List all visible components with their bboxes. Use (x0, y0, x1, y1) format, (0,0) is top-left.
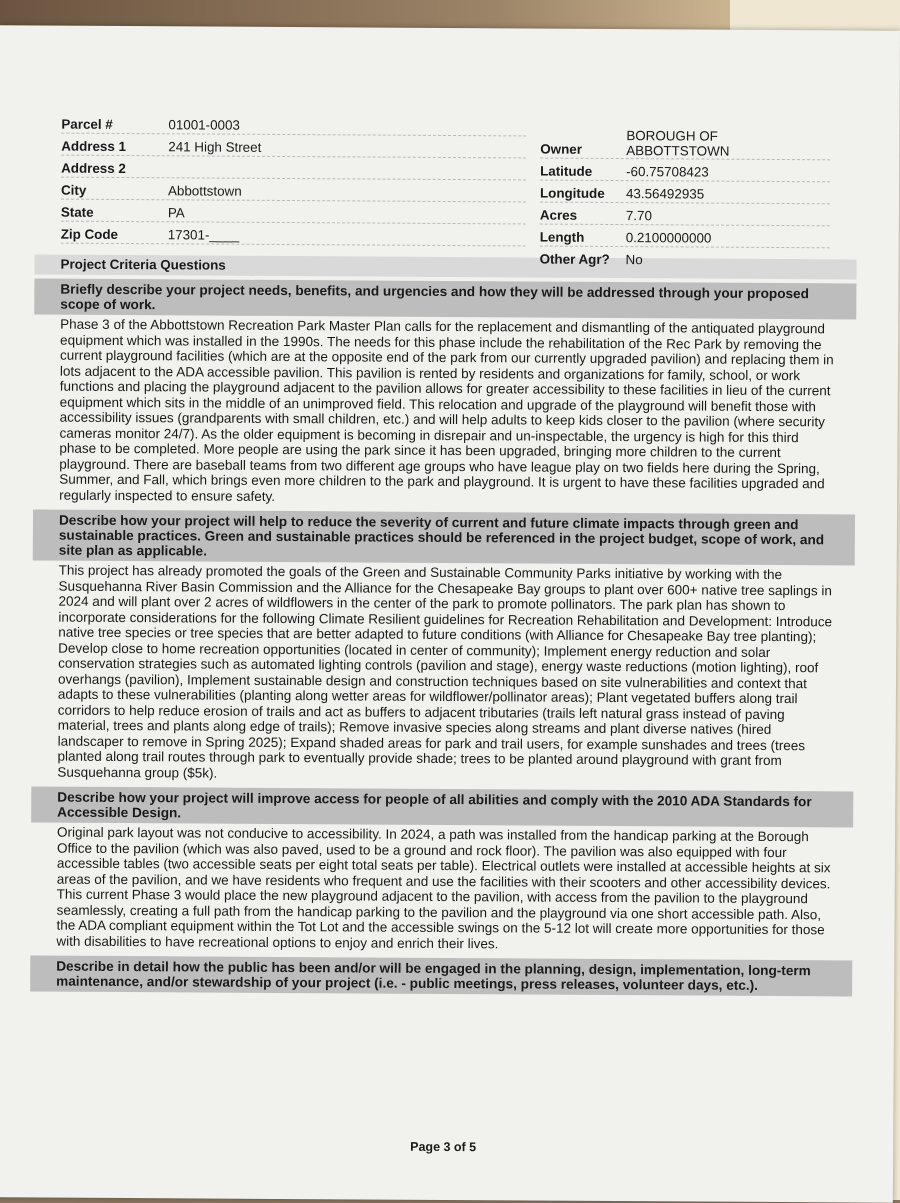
latitude-value: -60.75708423 (626, 164, 709, 180)
address-1-value: 241 High Street (168, 139, 262, 155)
acres-value: 7.70 (625, 208, 652, 224)
criteria-heading: Project Criteria Questions (34, 254, 856, 279)
longitude-value: 43.56492935 (625, 186, 705, 202)
length-value: 0.2100000000 (625, 230, 712, 246)
length-label: Length (539, 229, 585, 245)
length-row (540, 225, 830, 249)
answer-1: Phase 3 of the Abbottstown Recreation Park Master Plan calls for the replacement and dismantling of the antiquated playground equipment which was installed in the 1990s. The needs for this phase include the rehabilitation of the Rec Park by removing the current playground facilities (which are at the opposite end of the park from our currently upgraded pavilion) and replacing them in lots adjacent to the ADA accessible pavilion. This pavilion is rented by residents and organizations for family, school, or work functions and placing the playground adjacent to the pavilion allows for greater accessibility to these facilities in lieu of the current equipment which sits in the middle of an unimproved field. This relocation and upgrade of the playground will benefit those with accessibility issues (grandparents with small children, etc.) and will help adults to keep kids closer to the pavilion (where security cameras monitor 24/7). As the older equipment is becoming in disrepair and un-inspectable, the urgency is high for this third phase to be completed. More people are using the park since it has been upgraded, bringing more children to the current playground. There are baseball teams from two different age groups who have league play on two fields here during the Spring, Summer, and Fall, which brings even more children to the park and playground. It is urgent to have these facilities upgraded and regularly inspected to ensure safety. (59, 316, 834, 504)
answer-3: Original park layout was not conducive to accessibility. In 2024, a path was installed from the handicap parking at the Borough Office to the pavilion (which was also paved, used to be a ground and rock floor). The pavilion was also equipped with four accessible tables (two accessible seats per eight total seats per table). Electrical outlets were installed at accessible heights at six areas of the pavilion, and we have residents who frequent and use the facilities with their scooters and other accessibility devices. This current Phase 3 would place the new playground adjacent to the pavilion, with access from the pavilion to the playground seamlessly, creating a full path from the handicap parking to the pavilion and the playground via one short accessible path. Also, the ADA compliant equipment within the Tot Lot and the accessible swings on the 5-12 lot will create more opportunities for those with disabilities to have recreational options to enjoy and enrich their lives. (56, 824, 831, 951)
city-row (61, 178, 526, 203)
other-agr-label: Other Agr? (539, 251, 610, 267)
question-4: Describe in detail how the public has been and/or will be engaged in the planning, design, implementation, long-term maintenance, and/or stewardship of your project (i.e. - public meetings, press releases, volunteer days, etc.). (30, 955, 852, 996)
other-agr-row (540, 247, 830, 270)
address-1-row (61, 134, 526, 159)
owner-label: Owner (540, 141, 582, 157)
address-block (61, 100, 527, 247)
form-content (30, 87, 858, 996)
geo-block (540, 125, 831, 270)
question-2: Describe how your project will help to reduce the severity of current and future climate impacts through green and sustainable practices. Green and sustainable practices should be referenced in the project budget, scope of work, and site plan as applicable. (33, 509, 855, 565)
city-value: Abbottstown (167, 183, 242, 199)
longitude-row (540, 181, 830, 205)
answer-2: This project has already promoted the goals of the Green and Sustainable Community Parks initiative by working with the Susquehanna River Basin Commission and the Alliance for the Chesapeake Bay groups to plant over 600+ native tree saplings in 2024 and will plant over 2 acres of wildflowers in the center of the park to promote pollinators. The park plan has shown to incorporate considerations for the following Climate Resilient guidelines for Recreation Rehabilitation and Development: Introduce native tree species or tree species that are better adapted to future conditions (with Alliance for Chesapeake Bay tree planting); Develop close to home recreation opportunities (located in center of community); Implement energy reduction and solar conservation strategies such as automated lighting controls (pavilion and stage), energy waste reductions (motion lighting), roof overhangs (pavilion), Implement sustainable design and construction techniques based on site vulnerabilities and context that adapts to these vulnerabilities (planting along wetter areas for wildflower/pollinator areas); Plant vegetated buffers along trail corridors to help reduce erosion of trails and act as buffers to adjacent tributaries (trails left natural grass instead of paving material, trees and plants along edge of trails); Remove invasive species along streams and plant diverse natives (hired landscaper to remove in Spring 2025); Expand shaded areas for park and trail users, for example sunshades and trees (trees planted along trail routes through park to eventually provide shade; trees to be planted around playground with grant from Susquehanna group ($5k). (57, 562, 833, 781)
question-3: Describe how your project will improve access for people of all abilities and comply with the 2010 ADA Standards for Accessible Design. (31, 786, 853, 827)
parcel-value: 01001-0003 (168, 117, 240, 133)
longitude-label: Longitude (539, 185, 605, 201)
zip-value: 17301-____ (167, 227, 240, 243)
state-value: PA (167, 205, 185, 221)
state-row (61, 200, 526, 225)
acres-row (540, 203, 830, 227)
address-2-label: Address 2 (61, 160, 126, 177)
address-1-label: Address 1 (61, 138, 127, 155)
other-agr-value: No (625, 252, 643, 268)
address-2-row (61, 156, 526, 181)
zip-row (61, 222, 526, 247)
zip-label: Zip Code (60, 226, 119, 242)
acres-label: Acres (539, 207, 578, 223)
latitude-label: Latitude (540, 163, 593, 179)
question-1: Briefly describe your project needs, benefits, and urgencies and how they will be addressed through your proposed scope of work. (34, 278, 856, 319)
page-number: Page 3 of 5 (410, 1139, 477, 1155)
owner-value: BOROUGH OF ABBOTTSTOWN (626, 128, 730, 159)
parcel-row (61, 100, 526, 137)
state-label: State (60, 204, 94, 220)
latitude-row (540, 159, 830, 183)
document-page (0, 25, 900, 1202)
owner-row (540, 125, 830, 161)
parcel-label: Parcel # (61, 116, 113, 132)
city-label: City (60, 182, 87, 198)
